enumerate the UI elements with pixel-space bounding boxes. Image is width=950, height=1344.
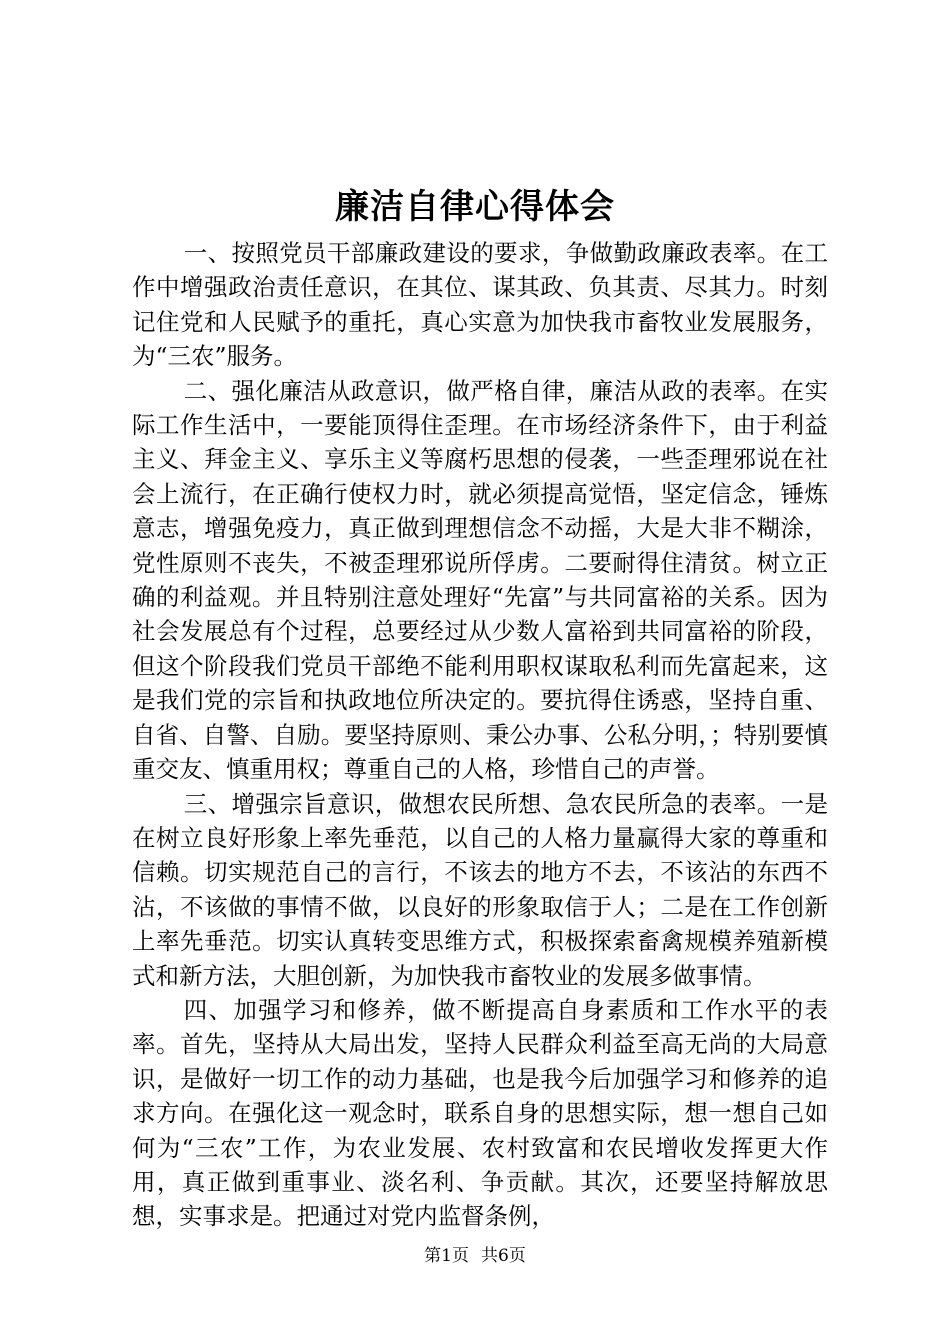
paragraph-2: 二、强化廉洁从政意识，做严格自律，廉洁从政的表率。在实际工作生活中，一要能顶得住歪理。在市场经济条件下，由于利益主义、拜金主义、享乐主义等腐朽思想的侵袭，一些歪理邪说在社会上流行，在正确行使权力时，就必须提高觉悟，坚定信念，锤炼意志，增强免疫力，真正做到理想信念不动摇，大是大非不糊涂，党性原则不丧失，不被歪理邪说所俘虏。二要耐得住清贫。树立正确的利益观。并且特别注意处理好“先富”与共同富裕的关系。因为社会发展总有个过程，总要经过从少数人富裕到共同富裕的阶段，但这个阶段我们党员干部绝不能利用职权谋取私利而先富起来，这是我们党的宗旨和执政地位所决定的。要抗得住诱惑，坚持自重、自省、自警、自励。要坚持原则、秉公办事、公私分明，；特别要慎重交友、慎重用权；尊重自己的人格，珍惜自己的声誉。 (132, 376, 828, 784)
paragraph-3: 三、增强宗旨意识，做想农民所想、急农民所急的表率。一是在树立良好形象上率先垂范，以自己的人格力量赢得大家的尊重和信赖。切实规范自己的言行，不该去的地方不去，不该沾的东西不沾，不该做的事情不做，以良好的形象取信于人；二是在工作创新上率先垂范。切实认真转变思维方式，积极探索畜禽规模养殖新模式和新方法，大胆创新，为加快我市畜牧业的发展多做事情。 (132, 789, 828, 990)
paragraph-1: 一、按照党员干部廉政建设的要求，争做勤政廉政表率。在工作中增强政治责任意识，在其位、谋其政、负其责、尽其力。时刻记住党和人民赋予的重托，真心实意为加快我市畜牧业发展服务，为“三农”服务。 (132, 239, 828, 371)
document-body (132, 236, 828, 1234)
page-total: 共6页 (481, 1246, 526, 1266)
document-title: 廉洁自律心得体会 (335, 187, 615, 227)
page-number: 第1页 (424, 1246, 469, 1266)
page-footer (0, 1244, 950, 1268)
paragraph-4: 四、加强学习和修养，做不断提高自身素质和工作水平的表率。首先，坚持从大局出发，坚持人民群众利益至高无尚的大局意识，是做好一切工作的动力基础，也是我今后加强学习和修养的追求方向。在强化这一观念时，联系自身的思想实际，想一想自己如何为“三农”工作，为农业发展、农村致富和农民增收发挥更大作用，真正做到重事业、淡名利、争贡献。其次，还要坚持解放思想，实事求是。把通过对党内监督条例， (132, 995, 828, 1231)
